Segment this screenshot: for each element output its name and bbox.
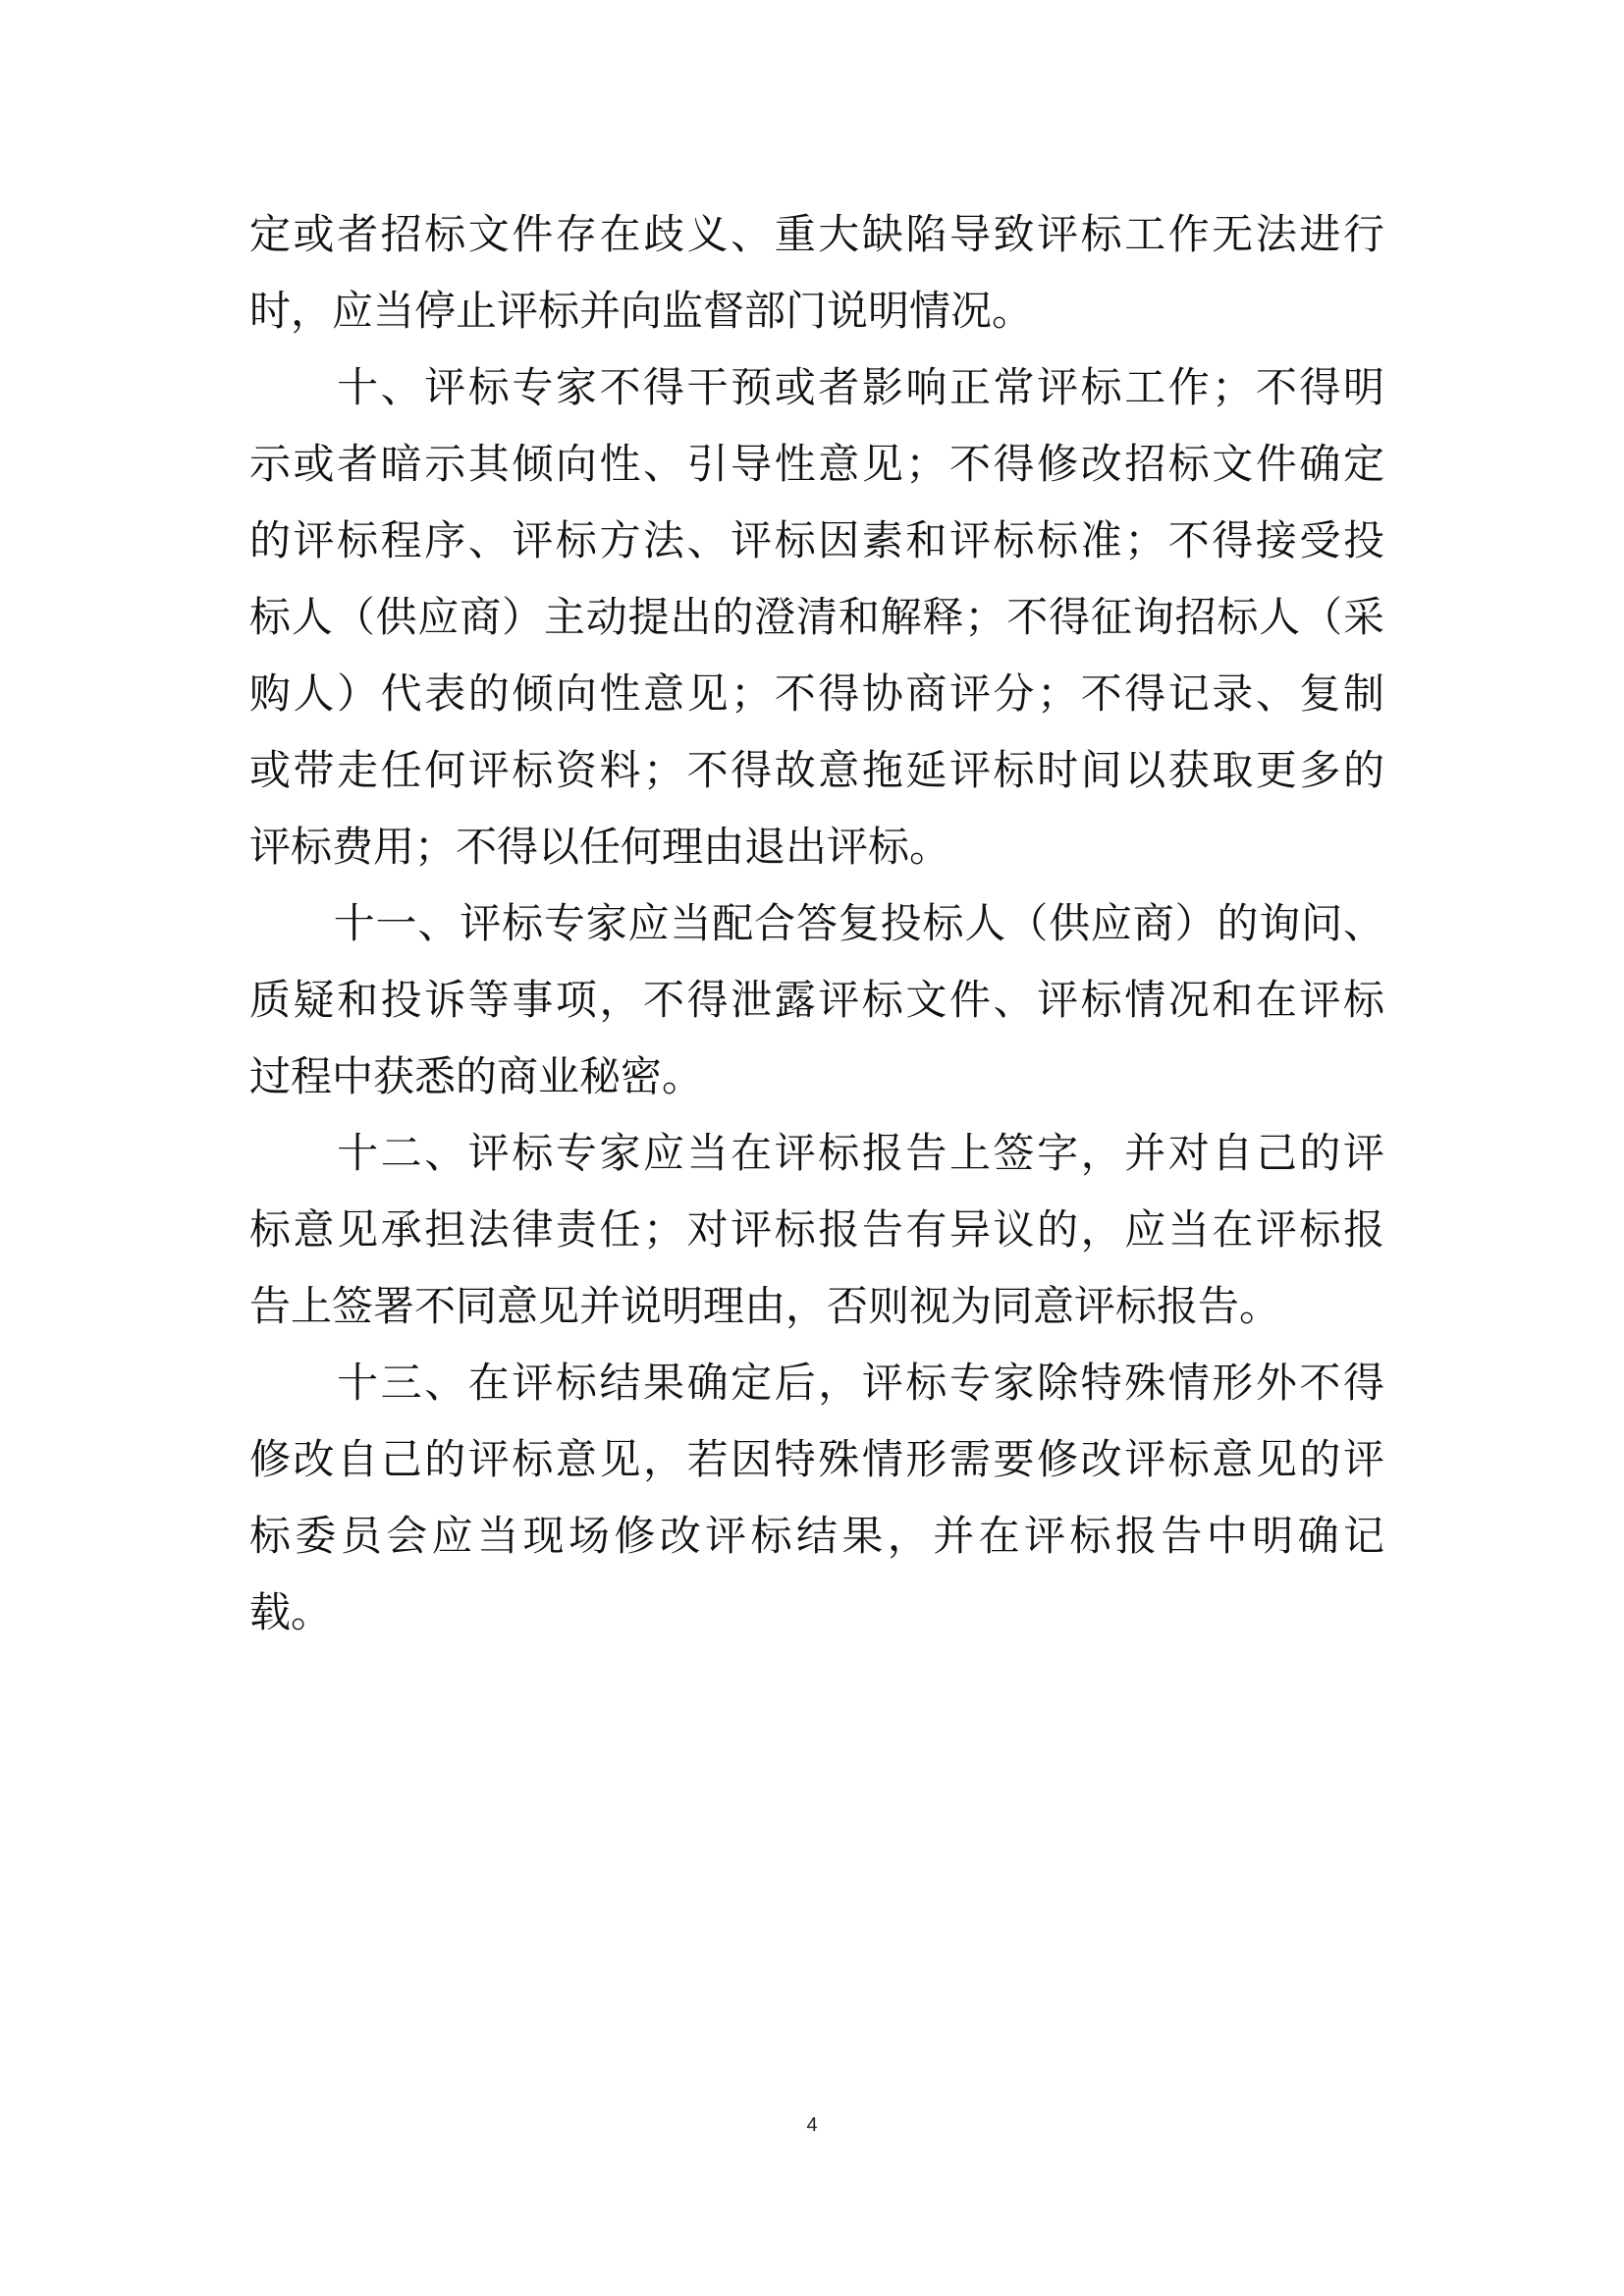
text-line: 十、评标专家不得干预或者影响正常评标工作；不得明 [249, 363, 1384, 411]
text-line: 标委员会应当现场修改评标结果，并在评标报告中明确记 [249, 1512, 1384, 1560]
text-line: 十三、在评标结果确定后，评标专家除特殊情形外不得 [249, 1359, 1384, 1407]
text-line: 评标费用；不得以任何理由退出评标。 [249, 823, 951, 871]
paragraph-article-12 [249, 1115, 1384, 1345]
text-line: 时，应当停止评标并向监督部门说明情况。 [249, 287, 1034, 335]
paragraph-article-13 [249, 1345, 1384, 1651]
text-line: 购人）代表的倾向性意见；不得协商评分；不得记录、复制 [249, 669, 1384, 718]
text-line: 示或者暗示其倾向性、引导性意见；不得修改招标文件确定 [249, 440, 1384, 488]
text-line: 标人（供应商）主动提出的澄清和解释；不得征询招标人（采 [249, 593, 1384, 641]
text-line: 质疑和投诉等事项，不得泄露评标文件、评标情况和在评标 [249, 976, 1384, 1024]
text-line: 定或者招标文件存在歧义、重大缺陷导致评标工作无法进行 [249, 210, 1384, 258]
text-line: 或带走任何评标资料；不得故意拖延评标时间以获取更多的 [249, 746, 1384, 794]
text-line: 载。 [249, 1588, 333, 1636]
text-line: 告上签署不同意见并说明理由，否则视为同意评标报告。 [249, 1282, 1281, 1330]
paragraph-article-11 [249, 885, 1384, 1115]
document-body [249, 196, 1384, 1651]
paragraph-continuation [249, 196, 1384, 349]
paragraph-article-10 [249, 349, 1384, 885]
page-number: 4 [806, 2114, 818, 2136]
text-line: 过程中获悉的商业秘密。 [249, 1052, 704, 1100]
text-line: 修改自己的评标意见，若因特殊情形需要修改评标意见的评 [249, 1435, 1384, 1483]
text-line: 标意见承担法律责任；对评标报告有异议的，应当在评标报 [249, 1205, 1384, 1254]
text-line: 十一、评标专家应当配合答复投标人（供应商）的询问、 [249, 899, 1384, 947]
text-line: 的评标程序、评标方法、评标因素和评标标准；不得接受投 [249, 516, 1384, 564]
text-line: 十二、评标专家应当在评标报告上签字，并对自己的评 [249, 1129, 1384, 1177]
